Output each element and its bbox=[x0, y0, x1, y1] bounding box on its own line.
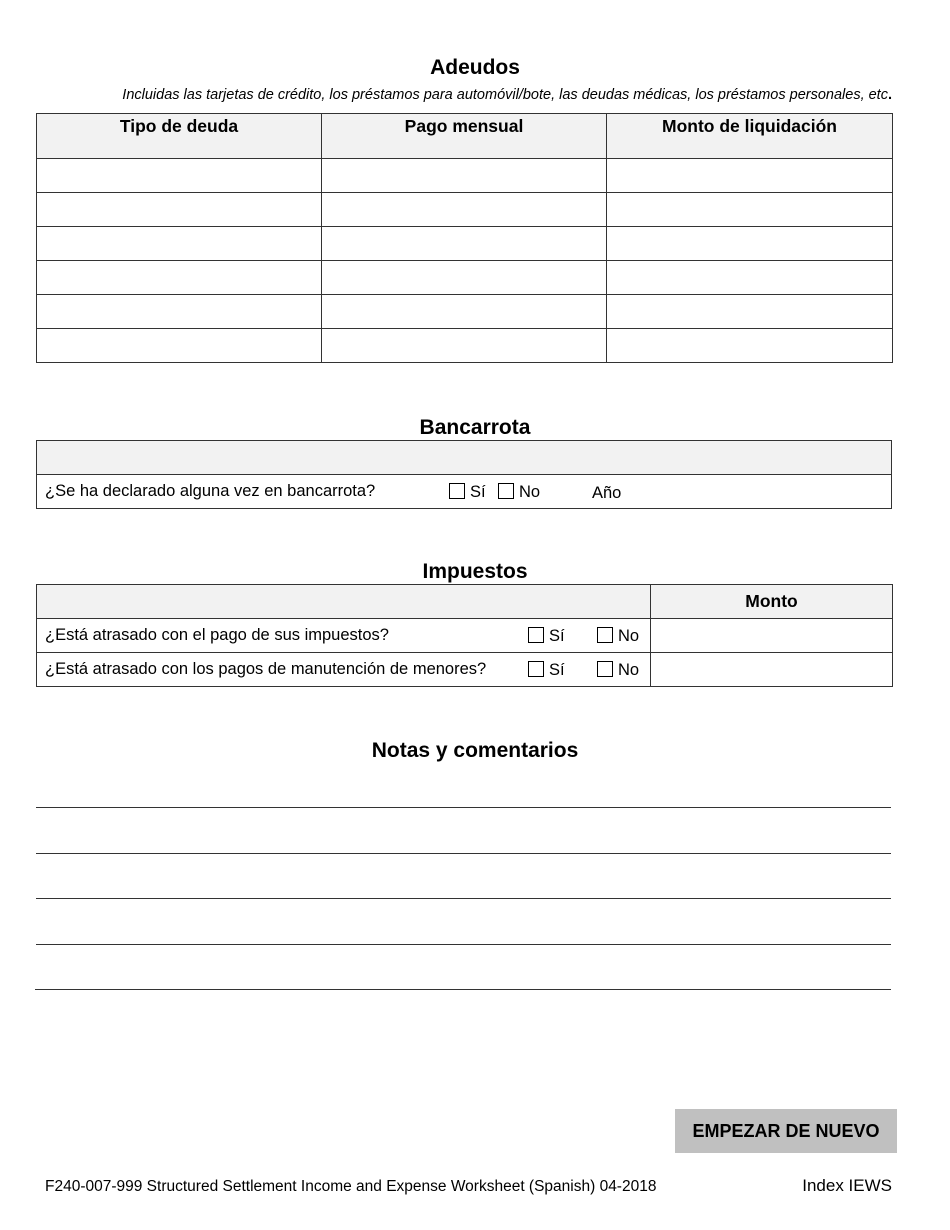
payoff-amount-field[interactable] bbox=[607, 261, 893, 295]
bankruptcy-yes-option[interactable]: Sí bbox=[449, 483, 486, 502]
debt-type-field[interactable] bbox=[37, 227, 322, 261]
payoff-amount-field[interactable] bbox=[607, 159, 893, 193]
bankruptcy-question: ¿Se ha declarado alguna vez en bancarrota? bbox=[45, 482, 376, 500]
bankruptcy-year-label: Año bbox=[592, 484, 622, 502]
notes-line[interactable] bbox=[36, 807, 891, 808]
taxes-table bbox=[36, 584, 893, 687]
monthly-payment-field[interactable] bbox=[322, 261, 607, 295]
monthly-payment-field[interactable] bbox=[322, 329, 607, 363]
table-row bbox=[37, 227, 893, 261]
index-label: Index IEWS bbox=[802, 1176, 892, 1195]
bankruptcy-year-field[interactable] bbox=[632, 477, 882, 507]
notes-title: Notas y comentarios bbox=[371, 739, 579, 762]
table-row bbox=[37, 619, 893, 653]
debt-type-header: Tipo de deuda bbox=[37, 114, 322, 159]
bankruptcy-header-band bbox=[37, 441, 892, 475]
tax-question-cell bbox=[37, 619, 651, 653]
checkbox[interactable] bbox=[449, 483, 465, 499]
form-id: F240-007-999 Structured Settlement Income and Expense Worksheet (Spanish) 04-2018 bbox=[45, 1178, 657, 1195]
taxes-title: Impuestos bbox=[422, 560, 528, 583]
bankruptcy-title: Bancarrota bbox=[419, 416, 531, 439]
payoff-amount-header: Monto de liquidación bbox=[607, 114, 893, 159]
debts-title: Adeudos bbox=[430, 56, 520, 79]
tax-yes-option[interactable]: Sí bbox=[528, 627, 565, 646]
table-row bbox=[37, 329, 893, 363]
bankruptcy-no-option[interactable]: No bbox=[498, 483, 540, 502]
table-row bbox=[37, 193, 893, 227]
child-support-question-cell bbox=[37, 653, 651, 687]
payoff-amount-field[interactable] bbox=[607, 329, 893, 363]
tax-no-option[interactable]: No bbox=[597, 627, 639, 646]
debt-type-field[interactable] bbox=[37, 193, 322, 227]
child-support-no-option[interactable]: No bbox=[597, 661, 639, 680]
child-support-yes-option[interactable]: Sí bbox=[528, 661, 565, 680]
monthly-payment-header: Pago mensual bbox=[322, 114, 607, 159]
debt-type-field[interactable] bbox=[37, 159, 322, 193]
table-row bbox=[37, 653, 893, 687]
child-support-question: ¿Está atrasado con los pagos de manutención de menores? bbox=[45, 660, 487, 678]
taxes-header-band bbox=[37, 585, 651, 619]
notes-line[interactable] bbox=[36, 898, 891, 899]
monthly-payment-field[interactable] bbox=[322, 227, 607, 261]
payoff-amount-field[interactable] bbox=[607, 295, 893, 329]
start-over-button[interactable]: EMPEZAR DE NUEVO bbox=[675, 1109, 897, 1153]
bankruptcy-table bbox=[36, 440, 892, 509]
monthly-payment-field[interactable] bbox=[322, 159, 607, 193]
payoff-amount-field[interactable] bbox=[607, 227, 893, 261]
notes-line[interactable] bbox=[36, 853, 891, 854]
checkbox[interactable] bbox=[528, 627, 544, 643]
monthly-payment-field[interactable] bbox=[322, 295, 607, 329]
table-row bbox=[37, 295, 893, 329]
amount-header: Monto bbox=[651, 585, 893, 619]
tax-question: ¿Está atrasado con el pago de sus impuestos? bbox=[45, 626, 389, 644]
notes-line[interactable] bbox=[35, 989, 891, 990]
tax-amount-field[interactable] bbox=[651, 619, 893, 653]
checkbox[interactable] bbox=[498, 483, 514, 499]
checkbox[interactable] bbox=[597, 627, 613, 643]
checkbox[interactable] bbox=[597, 661, 613, 677]
child-support-amount-field[interactable] bbox=[651, 653, 893, 687]
debts-table bbox=[36, 113, 893, 363]
checkbox[interactable] bbox=[528, 661, 544, 677]
monthly-payment-field[interactable] bbox=[322, 193, 607, 227]
bankruptcy-row bbox=[37, 475, 892, 509]
debt-type-field[interactable] bbox=[37, 261, 322, 295]
table-row bbox=[37, 159, 893, 193]
debts-header-row bbox=[37, 114, 893, 159]
debt-type-field[interactable] bbox=[37, 329, 322, 363]
debt-type-field[interactable] bbox=[37, 295, 322, 329]
notes-line[interactable] bbox=[36, 944, 891, 945]
payoff-amount-field[interactable] bbox=[607, 193, 893, 227]
table-row bbox=[37, 261, 893, 295]
debts-subtitle: Incluidas las tarjetas de crédito, los préstamos para automóvil/bote, las deudas médicas, los préstamos personales, etc. bbox=[122, 87, 892, 103]
